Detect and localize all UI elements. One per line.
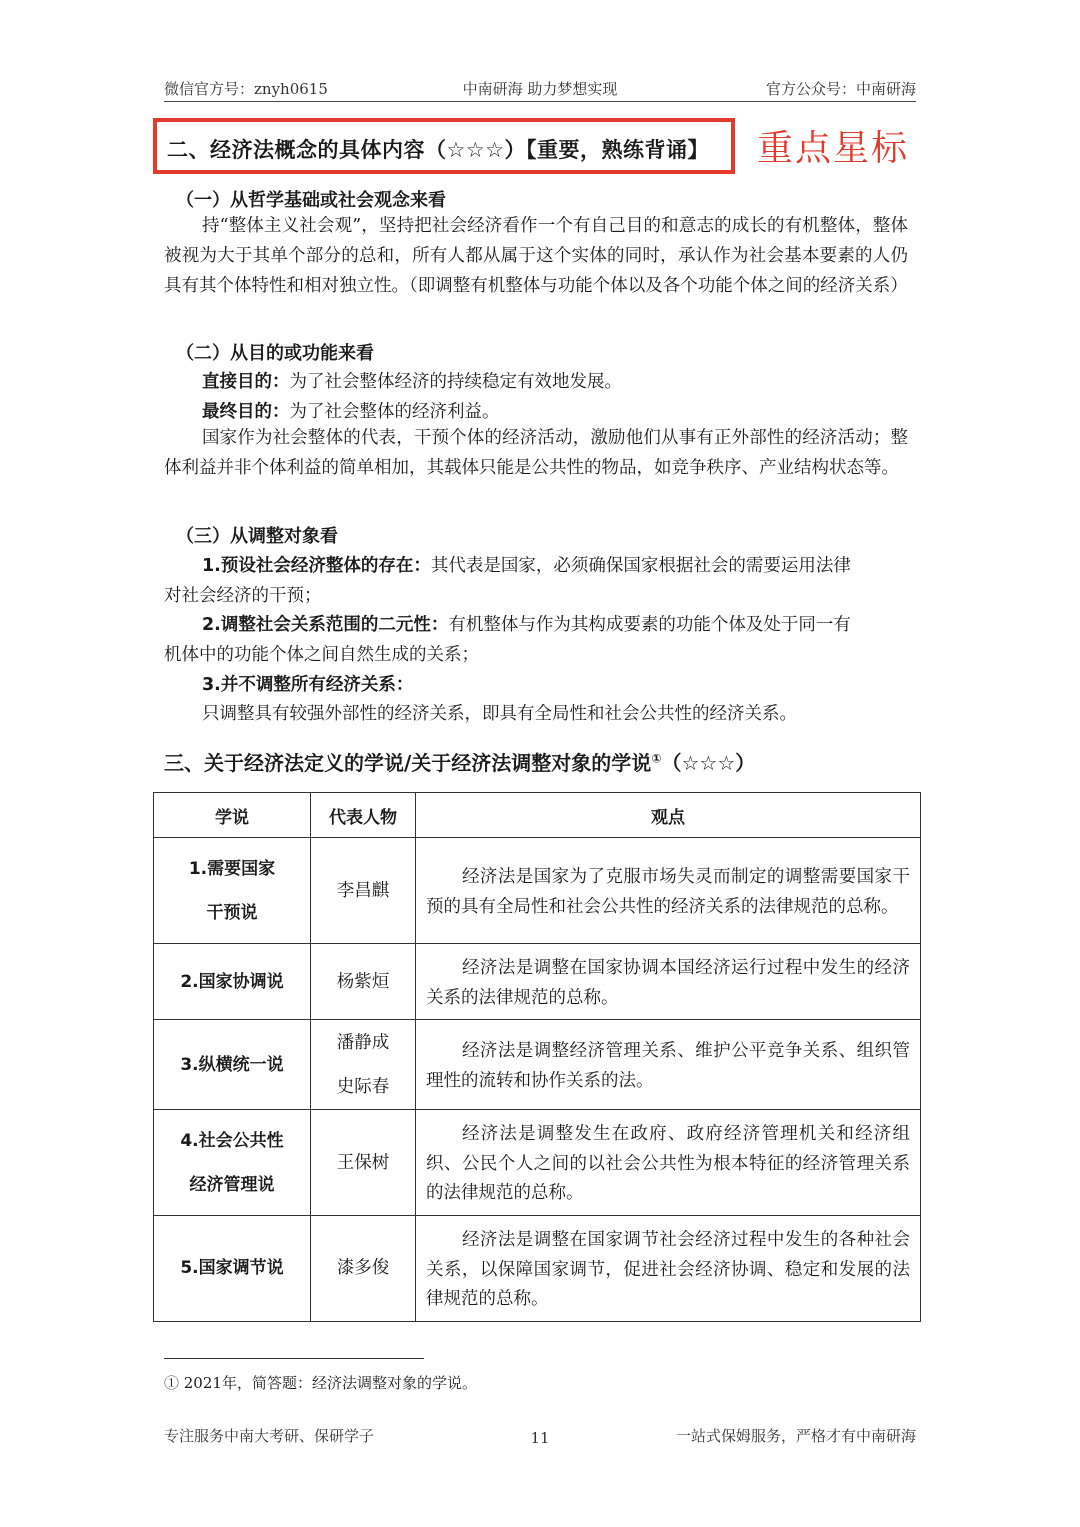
representative-name: 史际春 (336, 1076, 390, 1097)
theory-name-line: 4.社会公共性 (180, 1130, 284, 1151)
theory-name-line: 3.纵横统一说 (180, 1054, 284, 1075)
item2-label: 2.调整社会关系范围的二元性： (202, 615, 449, 635)
table-row (154, 1110, 921, 1216)
theory-name (154, 838, 311, 944)
theory-name (154, 1216, 311, 1322)
theory-name (154, 1020, 311, 1110)
item1-text: 其代表是国家，必须确保国家根据社会的需要运用法律 (430, 556, 851, 576)
header-representative: 代表人物 (311, 793, 416, 838)
viewpoint: 经济法是调整发生在政府、政府经济管理机关和经济组织、公民个人之间的以社会公共性为根本特征的经济管理关系的法律规范的总称。 (416, 1110, 921, 1216)
header-wechat-id: 微信官方号：znyh0615 (164, 80, 328, 98)
representative-name: 杨紫烜 (336, 971, 390, 992)
theory-name-line: 1.需要国家 (188, 858, 276, 879)
direct-purpose-text: 为了社会整体经济的持续稳定有效地发展。 (289, 372, 622, 392)
theory-name-line: 5.国家调节说 (180, 1258, 284, 1279)
footer-left-text: 专注服务中南大考研、保研学子 (164, 1427, 375, 1445)
representative (311, 1110, 416, 1216)
footnote-divider (164, 1358, 424, 1359)
header-official-account: 官方公众号：中南研海 (765, 80, 916, 98)
final-purpose-label: 最终目的： (202, 402, 290, 422)
table-row (154, 838, 921, 944)
header-theory: 学说 (154, 793, 311, 838)
representative (311, 944, 416, 1020)
direct-purpose-label: 直接目的： (202, 372, 290, 392)
representative-name: 李昌麒 (336, 880, 390, 901)
viewpoint: 经济法是调整经济管理关系、维护公平竞争关系、组织管理性的流转和协作关系的法。 (416, 1020, 921, 1110)
header-divider (164, 101, 916, 102)
item3-label-line (202, 671, 413, 696)
footer-right-text: 一站式保姆服务，严格才有中南研海 (675, 1427, 916, 1445)
header-slogan: 中南研海 助力梦想实现 (462, 80, 618, 98)
theory-name-line: 经济管理说 (189, 1174, 275, 1195)
viewpoint: 经济法是调整在国家调节社会经济过程中发生的各种社会关系，以保障国家调节，促进社会经济协调、稳定和发展的法律规范的总称。 (416, 1216, 921, 1322)
theory-name (154, 944, 311, 1020)
section3-title: 三、关于经济法定义的学说/关于经济法调整对象的学说 (164, 751, 652, 775)
representative (311, 1216, 416, 1322)
final-purpose-text: 为了社会整体的经济利益。 (289, 402, 500, 422)
table-row (154, 1020, 921, 1110)
theory-table (153, 792, 921, 1322)
header-viewpoint: 观点 (416, 793, 921, 838)
theory-name-line: 2.国家协调说 (180, 971, 284, 992)
table-row (154, 1216, 921, 1322)
representative-name: 王保树 (336, 1152, 390, 1173)
theory-name (154, 1110, 311, 1216)
item3-label: 3.并不调整所有经济关系： (202, 675, 414, 695)
page-number: 11 (530, 1429, 550, 1447)
item2-line (202, 611, 851, 636)
final-purpose-line (202, 398, 500, 423)
part2-heading: （二）从目的或功能来看 (176, 343, 374, 364)
representative (311, 1020, 416, 1110)
direct-purpose-line (202, 368, 622, 393)
footnote: ① 2021年，简答题：经济法调整对象的学说。 (164, 1374, 477, 1392)
table-header-row (154, 793, 921, 838)
page-header (164, 78, 916, 100)
part1-heading: （一）从哲学基础或社会观念来看 (176, 190, 446, 211)
part2-text: 国家作为社会整体的代表，干预个体的经济活动，激励他们从事有正外部性的经济活动；整体利益并非个体利益的简单相加，其载体只能是公共性的物品，如竞争秩序、产业结构状态等。 (164, 428, 908, 478)
page-footer (164, 1425, 916, 1447)
item1-line (202, 552, 851, 577)
item3-text: 只调整具有较强外部性的经济关系，即具有全局性和社会公共性的经济关系。 (202, 704, 797, 724)
item2-continuation: 机体中的功能个体之间自然生成的关系； (164, 645, 479, 665)
footnote-marker: ① (651, 751, 662, 766)
representative (311, 838, 416, 944)
item2-text: 有机整体与作为其构成要素的功能个体及处于同一有 (448, 615, 851, 635)
table-row (154, 944, 921, 1020)
part3-heading: （三）从调整对象看 (176, 526, 338, 547)
section3-stars: （☆☆☆） (661, 751, 756, 775)
section3-title-line (164, 747, 755, 776)
viewpoint: 经济法是调整在国家协调本国经济运行过程中发生的经济关系的法律规范的总称。 (416, 944, 921, 1020)
theory-name-line: 干预说 (206, 902, 258, 923)
section2-title: 二、经济法概念的具体内容（☆☆☆）【重要，熟练背诵】 (167, 138, 709, 162)
viewpoint: 经济法是国家为了克服市场失灵而制定的调整需要国家干预的具有全局性和社会公共性的经济关系的法律规范的总称。 (416, 838, 921, 944)
highlighted-heading-box (153, 118, 735, 174)
key-star-annotation: 重点星标 (757, 128, 910, 169)
item1-continuation: 对社会经济的干预； (164, 586, 322, 606)
part1-text: 持“整体主义社会观”，坚持把社会经济看作一个有自己目的和意志的成长的有机整体，整体被视为大于其单个部分的总和，所有人都从属于这个实体的同时，承认作为社会基本要素的人仍具有其个体特性和相对独立性。（即调整有机整体与功能个体以及各个功能个体之间的经济关系） (164, 216, 908, 296)
item1-label: 1.预设社会经济整体的存在： (202, 556, 431, 576)
representative-name: 潘静成 (336, 1032, 390, 1053)
representative-name: 漆多俊 (336, 1258, 390, 1279)
